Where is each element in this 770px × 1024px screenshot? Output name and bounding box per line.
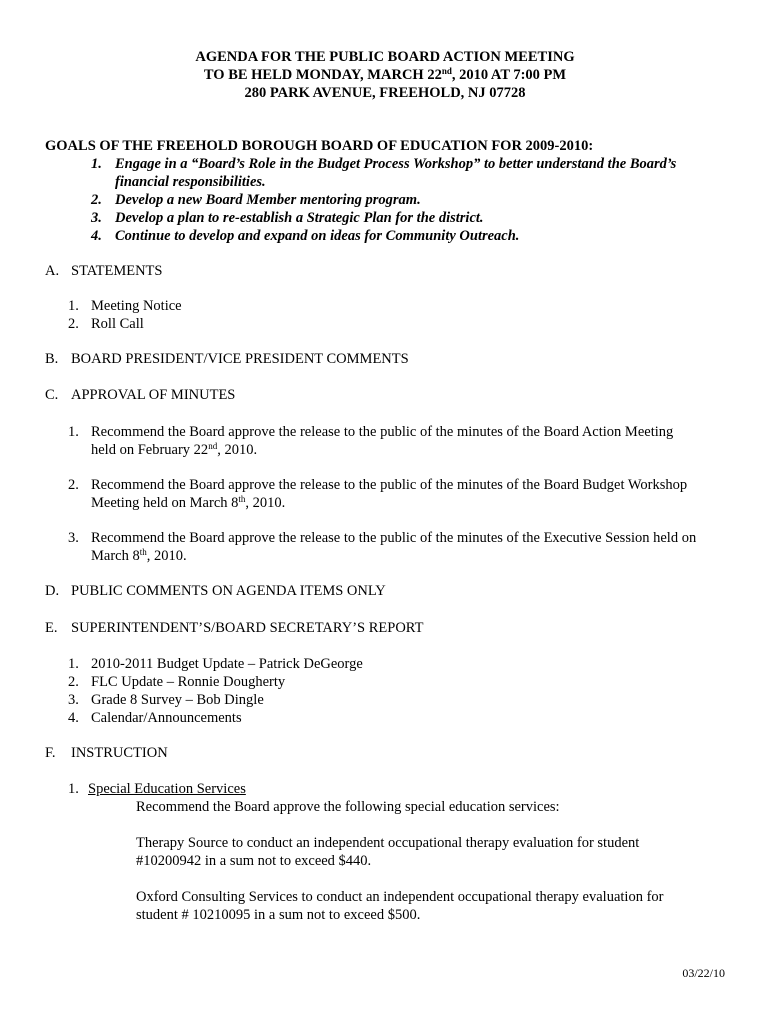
section-a-item-1-text: Meeting Notice <box>91 298 182 314</box>
section-c-item-2-num: 2. <box>68 477 79 493</box>
section-a-title: STATEMENTS <box>71 263 163 279</box>
section-a-item-2-num: 2. <box>68 316 79 332</box>
header-line-2 <box>0 66 770 84</box>
section-b-title: BOARD PRESIDENT/VICE PRESIDENT COMMENTS <box>71 351 409 367</box>
header-line-2-sup: nd <box>441 66 452 76</box>
goals-title: GOALS OF THE FREEHOLD BOROUGH BOARD OF EDUCATION FOR 2009-2010: <box>45 138 594 154</box>
section-a-item-2-text: Roll Call <box>91 316 144 332</box>
section-c-title: APPROVAL OF MINUTES <box>71 387 236 403</box>
section-f-item-1-num: 1. <box>68 781 79 797</box>
section-c-item-1-sup: nd <box>208 441 218 451</box>
section-c-item-1-num: 1. <box>68 424 79 440</box>
goal-1-line-1: Engage in a “Board’s Role in the Budget Process Workshop” to better understand the Board’s <box>115 156 677 172</box>
section-c-item-1-line-1: Recommend the Board approve the release to the public of the minutes of the Board Action Meeting <box>91 424 674 440</box>
section-e-item-1-num: 1. <box>68 656 79 672</box>
section-e-item-4-text: Calendar/Announcements <box>91 710 242 726</box>
section-f-item-1-p1-line-2: #10200942 in a sum not to exceed $440. <box>136 853 372 869</box>
section-f-title: INSTRUCTION <box>71 745 168 761</box>
goal-3-num: 3. <box>91 210 102 226</box>
goal-1-num: 1. <box>91 156 102 172</box>
goal-2-text: Develop a new Board Member mentoring program. <box>115 192 421 208</box>
header-line-1: AGENDA FOR THE PUBLIC BOARD ACTION MEETING <box>195 49 575 65</box>
section-f-item-1-p2-line-1: Oxford Consulting Services to conduct an independent occupational therapy evaluation for <box>136 889 664 905</box>
section-e-item-3-text: Grade 8 Survey – Bob Dingle <box>91 692 264 708</box>
section-c-item-3-line-2 <box>91 547 187 565</box>
section-a-item-1-num: 1. <box>68 298 79 314</box>
section-e-title: SUPERINTENDENT’S/BOARD SECRETARY’S REPORT <box>71 620 424 636</box>
section-d-title: PUBLIC COMMENTS ON AGENDA ITEMS ONLY <box>71 583 386 599</box>
section-f-item-1-p1-line-1: Therapy Source to conduct an independent occupational therapy evaluation for student <box>136 835 640 851</box>
section-e-item-3-num: 3. <box>68 692 79 708</box>
section-c-item-3-num: 3. <box>68 530 79 546</box>
footer-date: 03/22/10 <box>682 966 725 980</box>
section-c-item-3-sup: th <box>139 547 147 557</box>
section-c-letter: C. <box>45 387 59 403</box>
section-c-item-3-line-2-text: March 8 <box>91 548 140 564</box>
section-c-item-2-line-2-post: , 2010. <box>245 495 286 511</box>
header-line-3: 280 PARK AVENUE, FREEHOLD, NJ 07728 <box>244 85 526 101</box>
section-d-letter: D. <box>45 583 60 599</box>
section-c-item-2-line-1: Recommend the Board approve the release to the public of the minutes of the Board Budget Workshop <box>91 477 688 493</box>
section-f-item-1-intro: Recommend the Board approve the following special education services: <box>136 799 560 815</box>
section-c-item-3-line-2-post: , 2010. <box>146 548 187 564</box>
section-f-item-1-heading: Special Education Services <box>88 781 246 797</box>
goal-1-line-2: financial responsibilities. <box>115 174 266 190</box>
section-b-letter: B. <box>45 351 59 367</box>
section-c-item-1-line-2-post: , 2010. <box>217 442 258 458</box>
section-c-item-3-line-1: Recommend the Board approve the release to the public of the minutes of the Executive Session held on <box>91 530 697 546</box>
header-line-2-post: , 2010 AT 7:00 PM <box>451 67 567 83</box>
section-c-item-2-line-2 <box>91 494 285 512</box>
section-c-item-1-line-2 <box>91 441 257 459</box>
section-e-letter: E. <box>45 620 58 636</box>
section-c-item-2-line-2-text: Meeting held on March 8 <box>91 495 239 511</box>
section-e-item-1-text: 2010-2011 Budget Update – Patrick DeGeorge <box>91 656 363 672</box>
section-f-letter: F. <box>45 745 56 761</box>
header-line-2-text: TO BE HELD MONDAY, MARCH 22 <box>203 67 442 83</box>
goal-4-num: 4. <box>91 228 102 244</box>
section-a-letter: A. <box>45 263 60 279</box>
goal-3-text: Develop a plan to re-establish a Strategic Plan for the district. <box>115 210 484 226</box>
section-e-item-2-num: 2. <box>68 674 79 690</box>
section-c-item-2-sup: th <box>238 494 246 504</box>
section-e-item-2-text: FLC Update – Ronnie Dougherty <box>91 674 286 690</box>
section-f-item-1-p2-line-2: student # 10210095 in a sum not to exceed $500. <box>136 907 421 923</box>
section-c-item-1-line-2-text: held on February 22 <box>91 442 209 458</box>
goal-2-num: 2. <box>91 192 102 208</box>
goal-4-text: Continue to develop and expand on ideas for Community Outreach. <box>115 228 520 244</box>
section-e-item-4-num: 4. <box>68 710 79 726</box>
